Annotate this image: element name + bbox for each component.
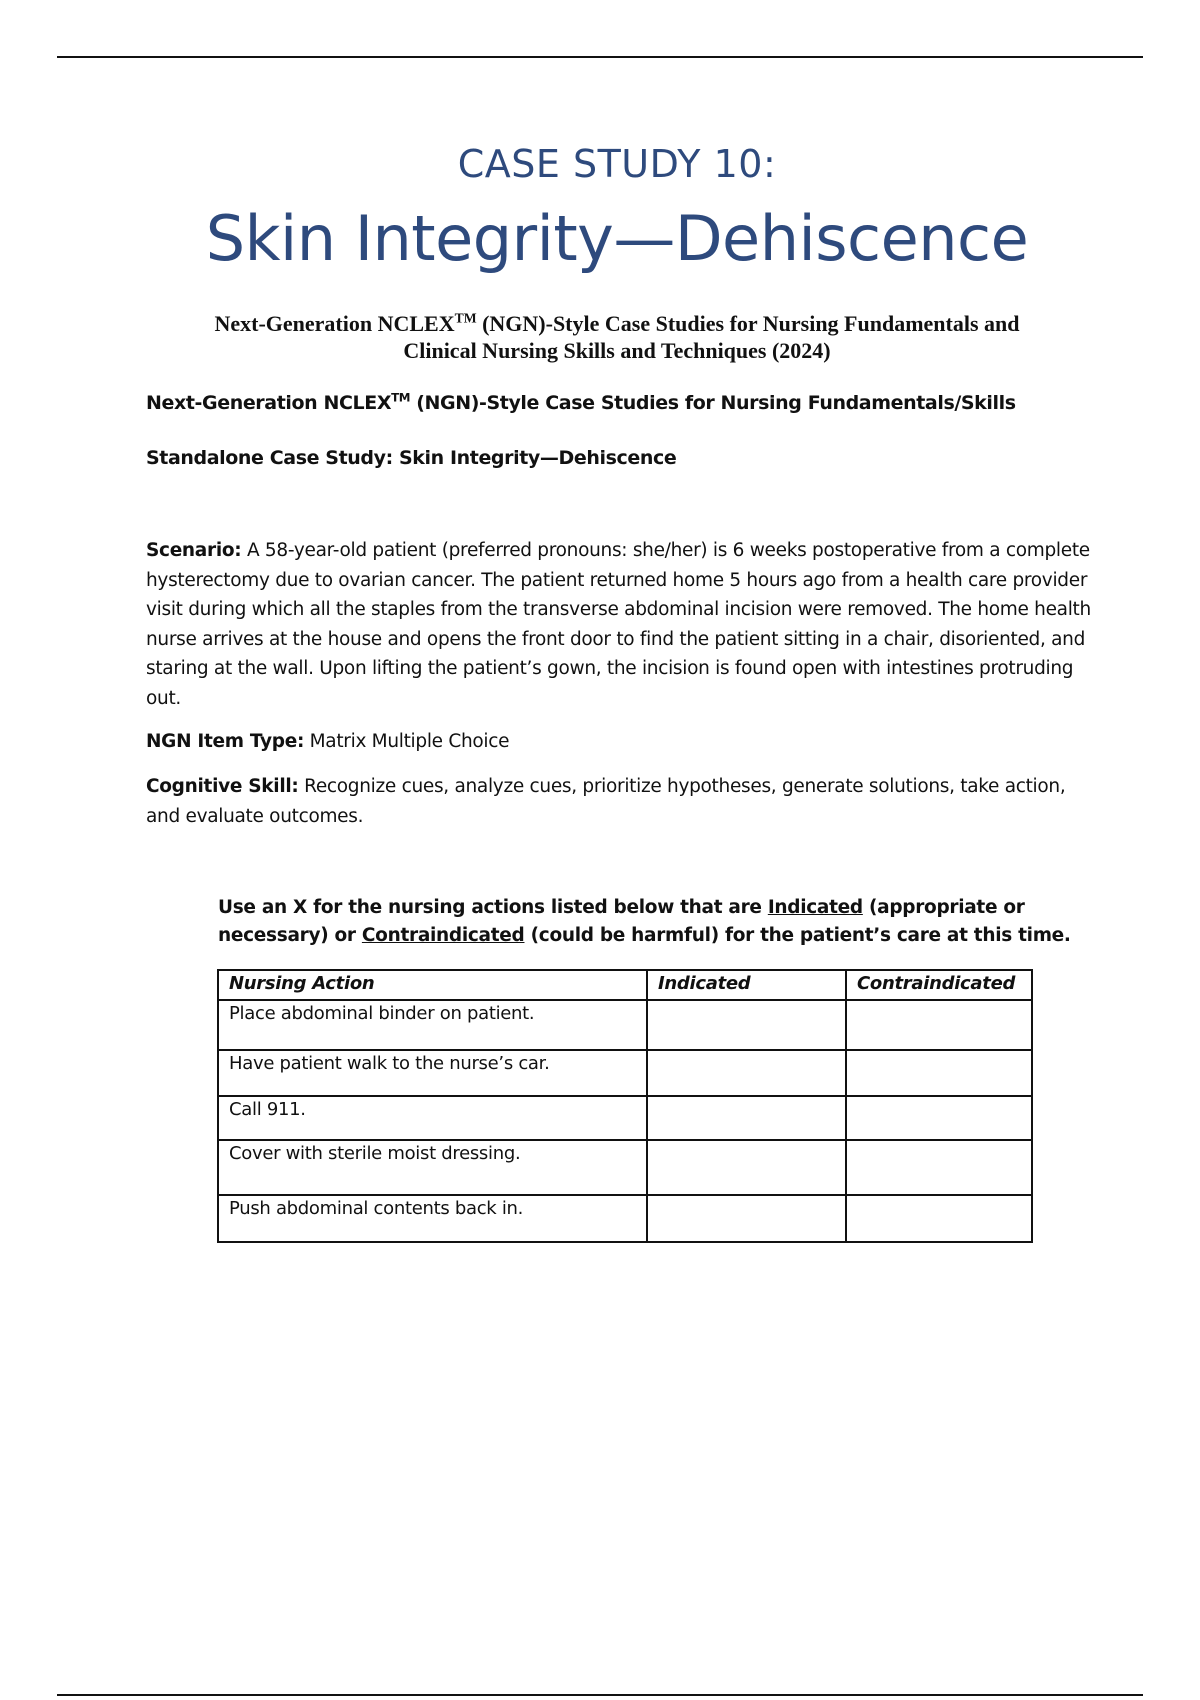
contraindicated-term: Contraindicated <box>361 925 525 946</box>
indicated-cell[interactable] <box>647 1050 846 1096</box>
item-type-value: Matrix Multiple Choice <box>304 731 510 752</box>
cognitive-skill-paragraph <box>146 772 1096 831</box>
header-contraindicated: Contraindicated <box>846 970 1032 1000</box>
instruction-part3: (could be harmful) for the patient’s care at this time. <box>524 925 1071 946</box>
action-cell: Push abdominal contents back in. <box>218 1195 647 1242</box>
cognitive-skill-value: Recognize cues, analyze cues, prioritize hypotheses, generate solutions, take action, and evaluate outcomes. <box>146 776 1066 827</box>
item-type-label: NGN Item Type: <box>146 731 305 752</box>
case-study-label: CASE STUDY 10: <box>457 142 777 186</box>
contraindicated-cell[interactable] <box>846 1096 1032 1140</box>
series-heading-part2: (NGN)-Style Case Studies for Nursing Fundamentals/Skills <box>410 392 1016 414</box>
header-indicated: Indicated <box>647 970 846 1000</box>
action-cell: Place abdominal binder on patient. <box>218 1000 647 1050</box>
table-row <box>218 1000 1032 1050</box>
scenario-text: A 58-year-old patient (preferred pronouns: she/her) is 6 weeks postoperative from a complete hysterectomy due to ovarian cancer. The patient returned home 5 hours ago from a health care provider visit during which all the staples from the transverse abdominal incision were removed. The home health nurse arrives at the house and opens the front door to find the patient sitting in a chair, disoriented, and staring at the wall. Upon lifting the patient’s gown, the incision is found open with intestines protruding out. <box>146 540 1091 709</box>
table-row <box>218 1195 1032 1242</box>
indicated-cell[interactable] <box>647 1140 846 1195</box>
top-rule <box>57 56 1143 58</box>
action-cell: Have patient walk to the nurse’s car. <box>218 1050 647 1096</box>
indicated-cell[interactable] <box>647 1096 846 1140</box>
contraindicated-cell[interactable] <box>846 1050 1032 1096</box>
action-cell: Cover with sterile moist dressing. <box>218 1140 647 1195</box>
cognitive-skill-label: Cognitive Skill: <box>146 776 299 797</box>
table-row <box>218 1050 1032 1096</box>
book-subtitle <box>150 310 1084 364</box>
instruction-part1: Use an X for the nursing actions listed below that are <box>218 897 768 918</box>
series-heading-trademark: TM <box>391 390 411 405</box>
contraindicated-cell[interactable] <box>846 1195 1032 1242</box>
indicated-cell[interactable] <box>647 1195 846 1242</box>
series-heading <box>146 392 1016 414</box>
instruction-text <box>218 894 1098 950</box>
header-nursing-action: Nursing Action <box>218 970 647 1000</box>
subtitle-line2: Clinical Nursing Skills and Techniques (2024) <box>403 338 831 363</box>
contraindicated-cell[interactable] <box>846 1140 1032 1195</box>
action-cell: Call 911. <box>218 1096 647 1140</box>
scenario-paragraph <box>146 536 1096 713</box>
case-heading: Standalone Case Study: Skin Integrity—Dehiscence <box>146 447 677 469</box>
matrix-header-row <box>218 970 1032 1000</box>
instruction-part2: (appropriate or necessary) or <box>218 897 1025 946</box>
contraindicated-cell[interactable] <box>846 1000 1032 1050</box>
bottom-rule <box>57 1694 1143 1696</box>
indicated-term: Indicated <box>767 897 863 918</box>
subtitle-part2: (NGN)-Style Case Studies for Nursing Fundamentals and <box>476 311 1020 336</box>
subtitle-trademark: TM <box>454 310 477 326</box>
item-type-paragraph <box>146 727 1096 757</box>
subtitle-part1: Next-Generation NCLEX <box>214 311 455 336</box>
table-row <box>218 1140 1032 1195</box>
page-title: Skin Integrity—Dehiscence <box>205 202 1029 275</box>
scenario-label: Scenario: <box>146 540 242 561</box>
indicated-cell[interactable] <box>647 1000 846 1050</box>
table-row <box>218 1096 1032 1140</box>
nursing-action-matrix <box>217 969 1033 1243</box>
series-heading-part1: Next-Generation NCLEX <box>146 392 392 414</box>
